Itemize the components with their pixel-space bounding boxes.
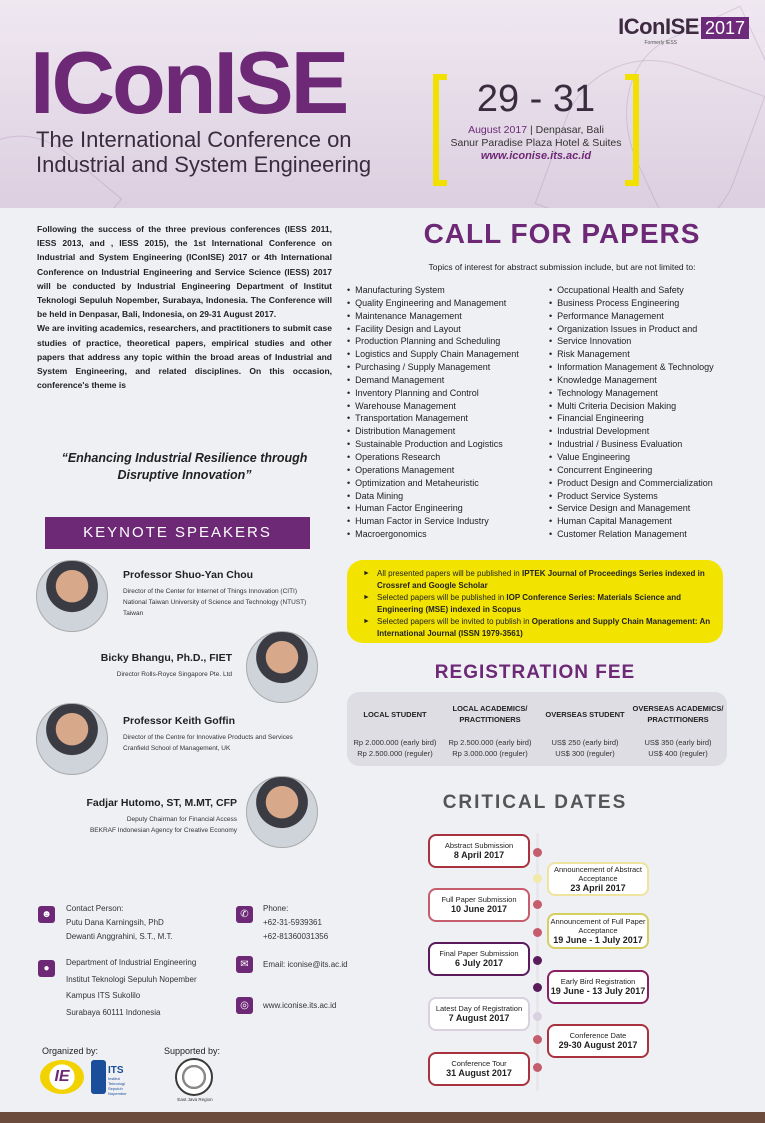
date-value: 7 August 2017 bbox=[448, 1013, 510, 1023]
timeline-dot bbox=[533, 900, 542, 909]
topic-item: • Demand Management bbox=[347, 374, 547, 387]
pub-text: Selected papers will be published in bbox=[377, 593, 507, 602]
topic-item: • Performance Management bbox=[549, 310, 749, 323]
fee-early: US$ 250 (early bird) bbox=[551, 738, 619, 747]
topic-item: • Logistics and Supply Chain Management bbox=[347, 348, 547, 361]
speaker-affiliation: Taiwan bbox=[123, 610, 144, 617]
intro-text bbox=[37, 222, 332, 392]
date-label: Latest Day of Registration bbox=[435, 1004, 523, 1013]
topic-item: • Distribution Management bbox=[347, 425, 547, 438]
fee-column bbox=[540, 702, 630, 759]
fee-regular: Rp 2.500.000 (reguler) bbox=[357, 749, 433, 758]
topic-item: • Purchasing / Supply Management bbox=[347, 361, 547, 374]
contact-email[interactable]: Email: iconise@its.ac.id bbox=[263, 960, 348, 969]
address-line: Department of Industrial Engineering bbox=[66, 958, 197, 967]
conference-subtitle bbox=[36, 127, 371, 177]
topic-item: • Optimization and Metaheuristic bbox=[347, 477, 547, 490]
fee-header: OVERSEAS ACADEMICS/ PRACTITIONERS bbox=[632, 704, 724, 724]
topic-item: • Service Innovation bbox=[549, 335, 749, 348]
contact-phone bbox=[263, 902, 328, 944]
critical-dates-title: CRITICAL DATES bbox=[442, 792, 628, 813]
timeline-dot bbox=[533, 1063, 542, 1072]
cfp-intro: Topics of interest for abstract submission include, but are not limited to: bbox=[428, 262, 696, 272]
phone-number: +62-81360031356 bbox=[263, 932, 329, 941]
topics-list-right bbox=[549, 284, 749, 541]
date-abstract-submission bbox=[428, 834, 530, 868]
timeline-dot bbox=[533, 1012, 542, 1021]
contact-name: Putu Dana Karningsih, PhD bbox=[66, 918, 164, 927]
date-final-paper bbox=[428, 942, 530, 976]
timeline-dot bbox=[533, 848, 542, 857]
fee-header: LOCAL ACADEMICS/ PRACTITIONERS bbox=[452, 704, 528, 724]
contact-name: Dewanti Anggrahini, S.T., M.T. bbox=[66, 932, 173, 941]
cfp-title: CALL FOR PAPERS bbox=[423, 218, 701, 249]
contact-person bbox=[66, 902, 173, 944]
theme-line: Disruptive Innovation” bbox=[117, 468, 252, 482]
speaker-1 bbox=[123, 570, 333, 619]
address-line: Surabaya 60111 Indonesia bbox=[66, 1007, 161, 1017]
speaker-3 bbox=[123, 716, 333, 754]
address-line: Institut Teknologi Sepuluh Nopember bbox=[66, 974, 197, 984]
speaker-affiliation: National Taiwan University of Science and Technology (NTUST) bbox=[123, 599, 307, 606]
topic-item: • Human Capital Management bbox=[549, 515, 749, 528]
topic-item: • Service Design and Management bbox=[549, 502, 749, 515]
bekraf-caption: East Java Region bbox=[177, 1097, 213, 1102]
ie-logo: IE bbox=[40, 1060, 84, 1094]
subtitle-line: The International Conference on bbox=[36, 127, 352, 152]
topic-item: • Sustainable Production and Logistics bbox=[347, 438, 547, 451]
date-early-bird bbox=[547, 970, 649, 1004]
date-label: Conference Date bbox=[569, 1031, 627, 1040]
date-venue-block bbox=[433, 74, 639, 186]
topic-item: • Value Engineering bbox=[549, 451, 749, 464]
registration-title: REGISTRATION FEE bbox=[434, 662, 636, 683]
topic-item: • Operations Research bbox=[347, 451, 547, 464]
footer-bar bbox=[0, 1112, 765, 1123]
place: | Denpasar, Bali bbox=[529, 124, 604, 136]
date-conference bbox=[547, 1024, 649, 1058]
email-icon: ✉ bbox=[236, 956, 253, 973]
logo-year: 2017 bbox=[701, 17, 749, 39]
topic-item: • Data Mining bbox=[347, 490, 547, 503]
date-value: 10 June 2017 bbox=[450, 904, 508, 914]
phone-label: Phone: bbox=[263, 904, 289, 913]
date-value: 31 August 2017 bbox=[446, 1068, 512, 1078]
date-value: 23 April 2017 bbox=[570, 882, 626, 893]
topic-item: • Industrial / Business Evaluation bbox=[549, 438, 749, 451]
topic-item: • Warehouse Management bbox=[347, 400, 547, 413]
date-full-paper bbox=[428, 888, 530, 922]
speaker-affiliation: Deputy Chairman for Financial Access bbox=[126, 816, 237, 823]
date-abstract-acceptance bbox=[547, 862, 649, 896]
speaker-affiliation: Director of the Center for Internet of Things Innovation (CITI) bbox=[123, 588, 298, 595]
fee-early: Rp 2.000.000 (early bird) bbox=[353, 738, 437, 747]
fee-regular: US$ 300 (reguler) bbox=[555, 749, 615, 758]
topic-item: • Product Design and Commercialization bbox=[549, 477, 749, 490]
speaker-name: Bicky Bhangu, Ph.D., FIET bbox=[100, 652, 232, 664]
conference-dates: 29 - 31 bbox=[476, 78, 596, 120]
contact-address bbox=[66, 955, 197, 1021]
phone-icon: ✆ bbox=[236, 906, 253, 923]
intro-paragraph: We are inviting academics, researchers, and practitioners to submit case studies of practice, theoretical papers, empirical studies and other papers that address any topic within the broad areas of Industrial and System Engineering, and related disciplines. On this occasion, conference's theme is bbox=[37, 323, 332, 391]
person-icon: ☻ bbox=[38, 906, 55, 923]
organized-by-label: Organized by: bbox=[42, 1046, 99, 1056]
topic-item: • Human Factor in Service Industry bbox=[347, 515, 547, 528]
timeline-dot bbox=[533, 1035, 542, 1044]
speaker-photo bbox=[246, 776, 318, 848]
keynote-heading: KEYNOTE SPEAKERS bbox=[45, 517, 310, 549]
timeline-dot bbox=[533, 983, 542, 992]
topic-item: • Industrial Development bbox=[549, 425, 749, 438]
speaker-photo bbox=[36, 560, 108, 632]
topic-item: • Business Process Engineering bbox=[549, 297, 749, 310]
its-emblem bbox=[91, 1060, 106, 1094]
topic-item: • Facility Design and Layout bbox=[347, 323, 547, 336]
its-logo-text: ITS bbox=[108, 1065, 124, 1076]
pub-text: All presented papers will be published in bbox=[377, 569, 522, 578]
supported-by-label: Supported by: bbox=[164, 1046, 221, 1056]
header-banner bbox=[0, 0, 765, 208]
speaker-photo bbox=[36, 703, 108, 775]
date-label: Early Bird Registration bbox=[560, 977, 636, 986]
logo-formerly: Formerly IESS bbox=[644, 40, 677, 46]
location-icon: ● bbox=[38, 960, 55, 977]
phone-number: +62-31-5939361 bbox=[263, 918, 322, 927]
topic-item: • Macroergonomics bbox=[347, 528, 547, 541]
pub-journal: IPTEK Journal of Proceedings Series indexed in Crossref and Google Scholar bbox=[377, 569, 705, 590]
topic-item: • Human Factor Engineering bbox=[347, 502, 547, 515]
fee-header: OVERSEAS STUDENT bbox=[545, 709, 625, 719]
date-label: Announcement of Abstract Acceptance bbox=[554, 864, 642, 883]
timeline-dot bbox=[533, 874, 542, 883]
speaker-name: Fadjar Hutomo, ST, M.MT, CFP bbox=[86, 797, 237, 809]
timeline-dot bbox=[533, 956, 542, 965]
fee-early: US$ 350 (early bird) bbox=[644, 738, 712, 747]
speaker-affiliation: Cranfield School of Management, UK bbox=[123, 745, 231, 752]
topic-item: • Inventory Planning and Control bbox=[347, 387, 547, 400]
fee-regular: Rp 3.000.000 (reguler) bbox=[452, 749, 528, 758]
topic-item: • Knowledge Management bbox=[549, 374, 749, 387]
topic-item: • Information Management & Technology bbox=[549, 361, 749, 374]
date-value: 19 June - 1 July 2017 bbox=[553, 934, 643, 945]
topic-item: • Occupational Health and Safety bbox=[549, 284, 749, 297]
topic-item: • Transportation Management bbox=[347, 412, 547, 425]
address-line: Kampus ITS Sukolilo bbox=[66, 991, 141, 1000]
topic-item: • Product Service Systems bbox=[549, 490, 749, 503]
speaker-4 bbox=[30, 798, 237, 836]
contact-label: Contact Person: bbox=[66, 904, 124, 913]
publication-item bbox=[363, 592, 713, 616]
venue-info bbox=[433, 124, 639, 163]
globe-icon: ◎ bbox=[236, 997, 253, 1014]
fee-column bbox=[445, 702, 535, 759]
fee-header: LOCAL STUDENT bbox=[363, 709, 427, 719]
date-label: Abstract Submission bbox=[444, 841, 514, 850]
speaker-photo bbox=[246, 631, 318, 703]
topics-list-left bbox=[347, 284, 547, 541]
topic-item: • Manufacturing System bbox=[347, 284, 547, 297]
topic-item: • Operations Management bbox=[347, 464, 547, 477]
topic-item: • Customer Relation Management bbox=[549, 528, 749, 541]
publication-item bbox=[363, 568, 713, 592]
topic-item: • Financial Engineering bbox=[549, 412, 749, 425]
fee-early: Rp 2.500.000 (early bird) bbox=[448, 738, 532, 747]
its-logo-subtext: Institut Teknologi Sepuluh Nopember bbox=[108, 1076, 127, 1096]
pub-journal: IOP Conference Series: Materials Science and Engineering (MSE) indexed in Scopus bbox=[377, 593, 682, 614]
speaker-name: Professor Keith Goffin bbox=[123, 715, 236, 727]
speaker-2 bbox=[30, 653, 232, 680]
date-value: 29-30 August 2017 bbox=[558, 1040, 638, 1050]
topic-item: • Production Planning and Scheduling bbox=[347, 335, 547, 348]
contact-website[interactable]: www.iconise.its.ac.id bbox=[263, 1001, 337, 1010]
fee-column bbox=[350, 702, 440, 759]
date-conference-tour bbox=[428, 1052, 530, 1086]
speaker-affiliation: BEKRAF Indonesian Agency for Creative Economy bbox=[89, 827, 237, 834]
venue: Sanur Paradise Plaza Hotel & Suites bbox=[450, 137, 622, 149]
conference-title: IConISE bbox=[30, 33, 347, 132]
topic-item: • Quality Engineering and Management bbox=[347, 297, 547, 310]
intro-paragraph: Following the success of the three previous conferences (IESS 2011, IESS 2013, and , IESS 2015), the 1st International Conference on Industrial and System Engineering (IConISE) 2017 or 4th International Conference on Industrial Engineering and Service Science (IESS) 2017 will be conducted by Industrial Engineering Department of Institut Teknologi Sepuluh Nopember, Surabaya, Indonesia. The Conference will be held in Denpasar, Bali, Indonesia, on 29-31 August 2017. bbox=[37, 224, 332, 320]
topic-item: • Multi Criteria Decision Making bbox=[549, 400, 749, 413]
topic-item: • Risk Management bbox=[549, 348, 749, 361]
date-label: Conference Tour bbox=[451, 1059, 507, 1068]
pub-text: Selected papers will be invited to publish in bbox=[377, 617, 532, 626]
registration-table bbox=[347, 692, 727, 766]
topic-item: • Technology Management bbox=[549, 387, 749, 400]
conference-theme bbox=[37, 450, 332, 484]
month-year: August 2017 bbox=[468, 124, 528, 136]
topic-item: • Organization Issues in Product and bbox=[549, 323, 749, 336]
date-full-paper-acceptance bbox=[547, 913, 649, 949]
speaker-affiliation: Director Rolls-Royce Singapore Pte. Ltd bbox=[116, 671, 232, 678]
speaker-name: Professor Shuo-Yan Chou bbox=[123, 569, 254, 581]
date-value: 8 April 2017 bbox=[453, 850, 505, 860]
publication-item bbox=[363, 616, 713, 640]
logo-name: IConISE bbox=[618, 14, 699, 39]
date-label: Full Paper Submission bbox=[441, 895, 517, 904]
date-label: Final Paper Submission bbox=[439, 949, 519, 958]
bekraf-logo bbox=[175, 1058, 213, 1096]
date-label: Announcement of Full Paper Acceptance bbox=[550, 916, 646, 935]
conference-logo-small bbox=[618, 14, 749, 46]
topic-item: • Maintenance Management bbox=[347, 310, 547, 323]
topic-item: • Concurrent Engineering bbox=[549, 464, 749, 477]
pub-journal: Operations and Supply Chain Management: An International Journal (ISSN 1979-3561) bbox=[377, 617, 711, 638]
theme-line: “Enhancing Industrial Resilience through bbox=[61, 451, 308, 465]
fee-regular: US$ 400 (reguler) bbox=[648, 749, 708, 758]
speaker-affiliation: Director of the Centre for Innovative Products and Services bbox=[123, 734, 293, 741]
date-latest-registration bbox=[428, 997, 530, 1031]
its-logo bbox=[91, 1060, 131, 1094]
website-link[interactable]: www.iconise.its.ac.id bbox=[480, 150, 592, 162]
fee-column bbox=[631, 702, 725, 759]
subtitle-line: Industrial and System Engineering bbox=[36, 152, 372, 177]
date-value: 19 June - 13 July 2017 bbox=[550, 986, 646, 996]
date-value: 6 July 2017 bbox=[454, 958, 504, 968]
publication-box bbox=[347, 560, 723, 643]
timeline-dot bbox=[533, 928, 542, 937]
